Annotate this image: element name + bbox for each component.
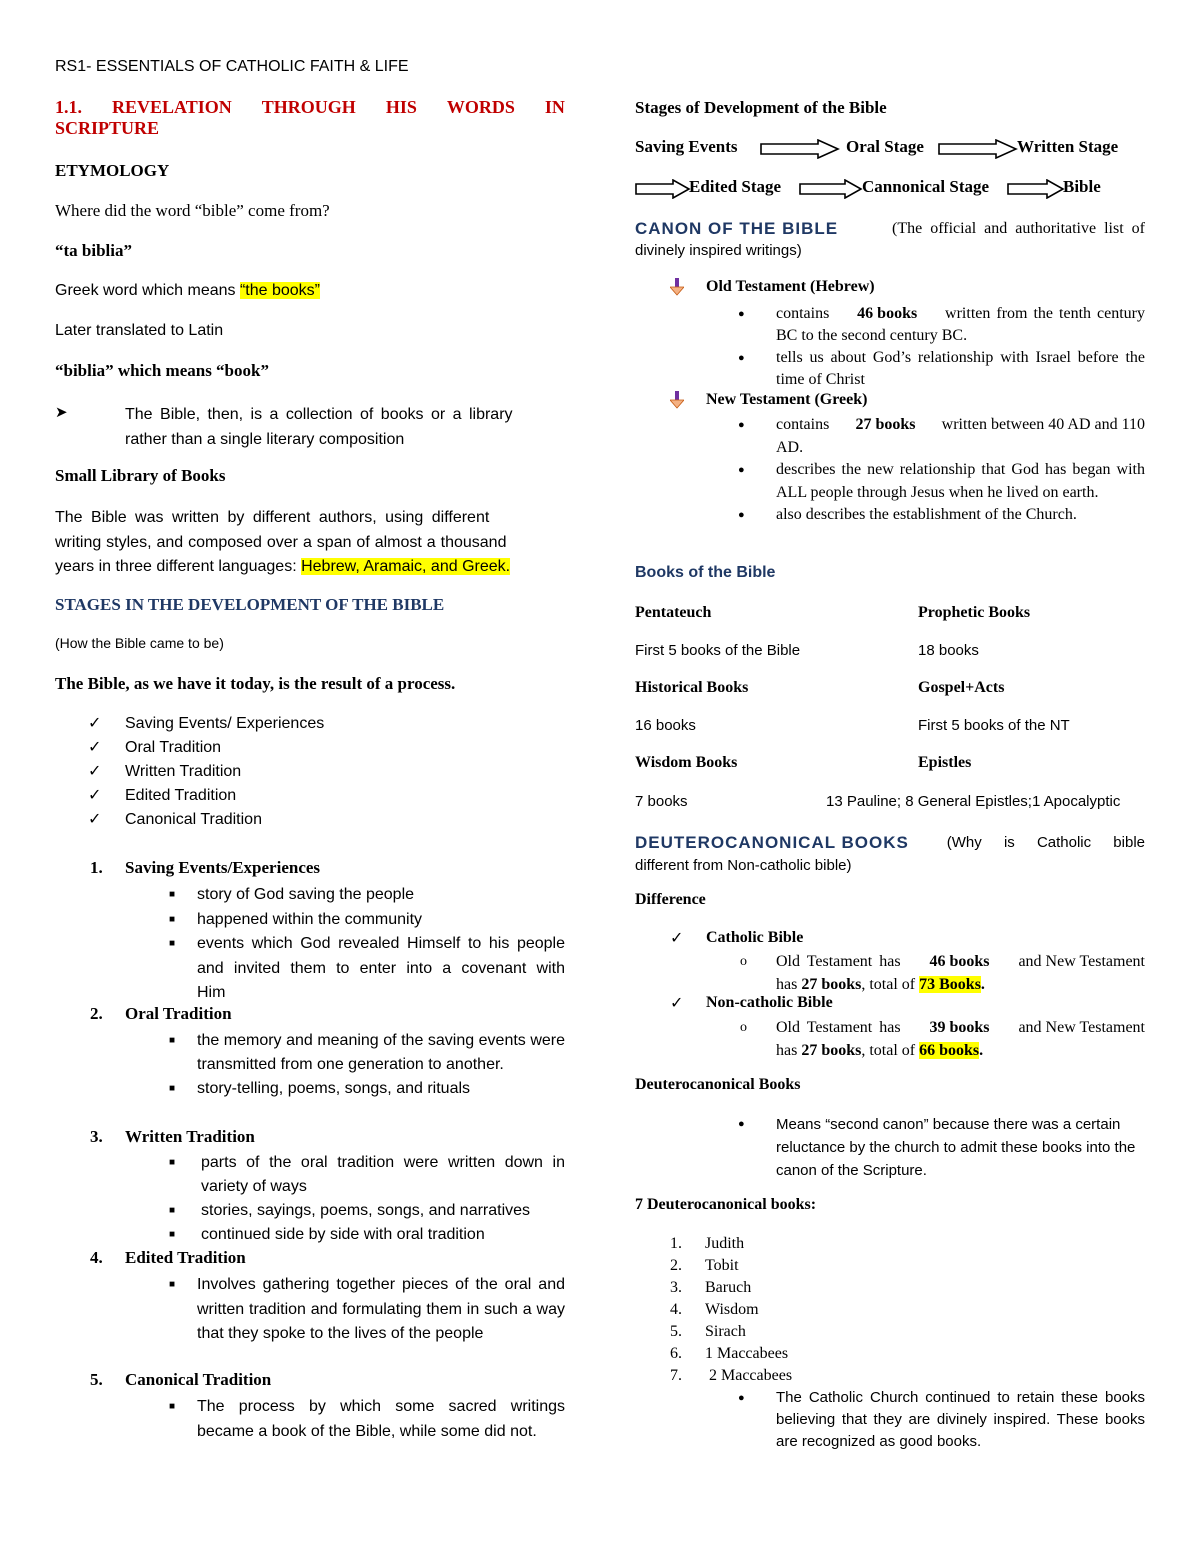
bullets-2 xyxy=(169,1029,565,1101)
text: has xyxy=(776,1042,802,1059)
bullet-item xyxy=(169,1077,565,1101)
deutero-line1 xyxy=(635,831,1145,854)
square-bullet-icon: ■ xyxy=(169,1083,176,1094)
greek-meaning xyxy=(55,282,320,300)
bullet-item xyxy=(169,883,565,908)
round-bullet-icon: ● xyxy=(738,1392,745,1404)
canon-desc: (The official and authoritative list of xyxy=(892,220,1145,237)
item-title: Written Tradition xyxy=(125,1127,255,1146)
book-name: Judith xyxy=(705,1235,745,1252)
bullet-text: events which God revealed Himself to his people and invited them to enter into a covenant with Him xyxy=(197,935,565,1001)
bullet-text: continued side by side with oral tradition xyxy=(201,1226,485,1243)
section-title xyxy=(55,97,565,139)
deutero-heading: DEUTEROCANONICAL BOOKS xyxy=(635,833,909,852)
catholic-nt-count: 27 books xyxy=(801,976,862,993)
bullet-text: also describes the establishment of the Church. xyxy=(776,506,1077,523)
ot-bullets xyxy=(738,303,1145,391)
bullet-text: Means “second canon” because there was a certain reluctance by the church to admit these books into the canon of the Scripture. xyxy=(776,1116,1136,1179)
checkmark-icon: ✓ xyxy=(88,763,102,780)
round-bullet-icon: ● xyxy=(738,352,745,364)
book-name: Sirach xyxy=(705,1323,746,1340)
how-came: (How the Bible came to be) xyxy=(55,635,224,651)
item-number: 2. xyxy=(90,1004,103,1023)
text: contains xyxy=(776,416,830,433)
bullet-item xyxy=(169,1273,565,1347)
text: , total of xyxy=(861,1042,920,1059)
checkmark-icon: ✓ xyxy=(88,787,102,804)
item-number: 2. xyxy=(670,1257,682,1274)
catholic-title: Catholic Bible xyxy=(706,929,804,946)
flow-step: Oral Stage xyxy=(846,137,924,156)
nt-count: 27 books xyxy=(855,416,916,433)
item-number: 6. xyxy=(670,1345,682,1362)
numbered-item-1 xyxy=(90,858,320,878)
nt-b1-line1 xyxy=(776,414,1145,437)
book-name: 2 Maccabees xyxy=(705,1367,793,1384)
text: Old Testament has xyxy=(776,953,901,970)
checkmark-icon: ✓ xyxy=(88,715,102,732)
noncath-l2 xyxy=(776,1039,1145,1062)
check-item xyxy=(88,712,324,736)
books-cell: 13 Pauline; 8 General Epistles;1 Apocalyptic xyxy=(826,793,1121,810)
bullet-item xyxy=(738,414,1145,459)
book-name: Baruch xyxy=(705,1279,752,1296)
square-bullet-icon: ■ xyxy=(169,1401,176,1412)
document-header: RS1- ESSENTIALS OF CATHOLIC FAITH & LIFE xyxy=(55,58,409,75)
books-cell: Pentateuch xyxy=(635,604,712,621)
bullets-5 xyxy=(169,1395,565,1444)
greek-prefix: Greek word which means xyxy=(55,282,240,299)
noncath-ot-count: 39 books xyxy=(929,1019,990,1036)
title-word: REVELATION xyxy=(112,97,232,117)
text: and New Testament xyxy=(1018,1019,1145,1036)
checklist xyxy=(88,712,324,832)
deutero-desc-2: different from Non-catholic bible) xyxy=(635,857,852,874)
books-cell: 18 books xyxy=(918,642,979,659)
item-number: 5. xyxy=(90,1370,103,1389)
books-cell: Prophetic Books xyxy=(918,604,1031,621)
flow-step: Cannonical Stage xyxy=(862,177,990,196)
item-number: 3. xyxy=(90,1127,103,1146)
bullet-text: tells us about God’s relationship with Israel before the time of Christ xyxy=(776,349,1145,388)
stages-heading: STAGES IN THE DEVELOPMENT OF THE BIBLE xyxy=(55,595,445,614)
square-bullet-icon: ■ xyxy=(169,1205,176,1216)
bullets-3 xyxy=(169,1151,565,1247)
flow-step: Edited Stage xyxy=(689,177,782,196)
noncath-title: Non-catholic Bible xyxy=(706,994,833,1011)
para-line3 xyxy=(55,555,565,580)
title-word: WORDS xyxy=(446,97,515,117)
books-cell: Epistles xyxy=(918,754,972,771)
seven-item xyxy=(670,1321,792,1343)
book-name: Tobit xyxy=(705,1257,739,1274)
text: and New Testament xyxy=(1018,953,1145,970)
nt-bullets xyxy=(738,414,1145,527)
numbered-item-4 xyxy=(90,1248,246,1268)
text: written from the tenth century xyxy=(945,305,1145,322)
biblia-line: “biblia” which means “book” xyxy=(55,361,269,380)
round-bullet-icon: ● xyxy=(738,1118,745,1130)
item-title: Edited Tradition xyxy=(125,1248,246,1267)
para-line1: The Bible was written by different authors, using different xyxy=(55,509,490,526)
difference-heading: Difference xyxy=(635,891,706,908)
title-word: HIS xyxy=(385,97,417,117)
item-number: 7. xyxy=(670,1367,682,1384)
bullet-text: describes the new relationship that God has began with ALL people through Jesus when he lived on earth. xyxy=(776,461,1145,501)
bullet-text: stories, sayings, poems, songs, and narratives xyxy=(201,1202,531,1219)
square-bullet-icon: ■ xyxy=(169,1279,176,1290)
deutero-books-heading: Deuterocanonical Books xyxy=(635,1076,801,1093)
flow-step: Bible xyxy=(1063,177,1101,196)
numbered-item-2 xyxy=(90,1004,232,1024)
second-canon xyxy=(738,1113,1145,1182)
text: has xyxy=(776,976,802,993)
check-label: Written Tradition xyxy=(125,763,242,780)
noncath-total-highlight: 66 books xyxy=(919,1042,980,1059)
item-title: Saving Events/Experiences xyxy=(125,858,321,877)
flow-arrow-icon xyxy=(799,179,863,199)
item-number: 1. xyxy=(90,858,103,877)
stages-dev-title: Stages of Development of the Bible xyxy=(635,98,887,117)
result-line: The Bible, as we have it today, is the result of a process. xyxy=(55,674,456,693)
nt-title: New Testament (Greek) xyxy=(706,391,868,408)
catholic-l1 xyxy=(776,950,1145,973)
seven-item xyxy=(670,1255,792,1277)
circle-bullet-icon: o xyxy=(740,954,747,969)
item-title: Canonical Tradition xyxy=(125,1370,272,1389)
check-item xyxy=(88,784,324,808)
item-number: 4. xyxy=(670,1301,682,1318)
section-title-line2: SCRIPTURE xyxy=(55,118,160,138)
flow-arrow-icon xyxy=(1007,179,1065,199)
noncath-detail xyxy=(740,1016,1145,1062)
seven-item xyxy=(670,1343,792,1365)
bullet-item xyxy=(169,1223,565,1247)
ot-title: Old Testament (Hebrew) xyxy=(706,278,875,295)
checkmark-icon: ✓ xyxy=(670,995,684,1012)
nt-b1-line2: AD. xyxy=(776,438,804,456)
square-bullet-icon: ■ xyxy=(169,1157,176,1168)
bullet-item xyxy=(169,1151,565,1199)
deutero-desc: (Why is Catholic bible xyxy=(946,834,1145,851)
round-bullet-icon: ● xyxy=(738,509,745,521)
flow-arrow-icon xyxy=(938,139,1018,159)
catholic-total-highlight: 73 Books xyxy=(919,976,981,993)
ot-count: 46 books xyxy=(857,305,918,322)
seven-list xyxy=(670,1233,792,1387)
ta-biblia: “ta biblia” xyxy=(55,241,132,260)
books-cell: Gospel+Acts xyxy=(918,679,1005,696)
para-line2: writing styles, and composed over a span of almost a thousand xyxy=(55,533,507,551)
seven-heading: 7 Deuterocanonical books: xyxy=(635,1196,817,1213)
arrow-point-line2: rather than a single literary composition xyxy=(125,431,405,448)
item-number: 3. xyxy=(670,1279,682,1296)
title-word: THROUGH xyxy=(261,97,356,117)
round-bullet-icon: ● xyxy=(738,464,745,476)
bullet-item xyxy=(169,908,565,933)
check-item xyxy=(88,736,324,760)
text: contains xyxy=(776,305,830,322)
flow-arrow-icon xyxy=(760,139,840,159)
retain-note xyxy=(738,1387,1145,1453)
noncath-nt-count: 27 books xyxy=(801,1042,862,1059)
round-bullet-icon: ● xyxy=(738,308,745,320)
canon-heading: CANON OF THE BIBLE xyxy=(635,219,839,238)
check-label: Oral Tradition xyxy=(125,739,222,756)
arrow-bullet-icon: ➤ xyxy=(55,405,68,421)
square-bullet-icon: ■ xyxy=(169,1229,176,1240)
item-number: 4. xyxy=(90,1248,103,1267)
text: . xyxy=(980,976,985,993)
bullet-text: story-telling, poems, songs, and rituals xyxy=(197,1080,471,1097)
seven-item xyxy=(670,1233,792,1255)
numbered-item-5 xyxy=(90,1370,271,1390)
library-paragraph xyxy=(55,506,565,580)
etymology-question: Where did the word “bible” come from? xyxy=(55,201,330,220)
bullet-text: The Catholic Church continued to retain these books believing that they are divinely inspired. These books are recognized as good books. xyxy=(776,1389,1145,1450)
bullet-item xyxy=(169,1199,565,1223)
books-cell: Historical Books xyxy=(635,679,749,696)
down-arrow-bullet-icon xyxy=(670,278,684,301)
circle-bullet-icon: o xyxy=(740,1020,747,1035)
seven-item xyxy=(670,1299,792,1321)
small-library-heading: Small Library of Books xyxy=(55,466,226,485)
text: Old Testament has xyxy=(776,1019,901,1036)
arrow-point xyxy=(125,402,565,452)
flow-step: Written Stage xyxy=(1017,137,1119,156)
canon-line1 xyxy=(635,218,1145,240)
bullet-item xyxy=(738,459,1145,504)
bullet-item xyxy=(738,303,1145,347)
checkmark-icon: ✓ xyxy=(670,930,684,947)
seven-item xyxy=(670,1365,792,1387)
down-arrow-bullet-icon xyxy=(670,391,684,414)
books-cell: 7 books xyxy=(635,793,688,810)
bullets-1 xyxy=(169,883,565,1006)
bullet-item xyxy=(738,347,1145,391)
check-label: Saving Events/ Experiences xyxy=(125,715,325,732)
bullet-item xyxy=(738,504,1145,527)
flow-arrow-icon xyxy=(635,179,691,199)
arrow-point-line1 xyxy=(125,402,565,427)
square-bullet-icon: ■ xyxy=(169,889,176,900)
check-item xyxy=(88,808,324,832)
arrow-point-text1: The Bible, then, is a collection of books or a library xyxy=(125,406,513,423)
square-bullet-icon: ■ xyxy=(169,1035,176,1046)
book-name: Wisdom xyxy=(705,1301,759,1318)
square-bullet-icon: ■ xyxy=(169,913,176,925)
section-number: 1.1. xyxy=(55,97,82,117)
flow-step: Saving Events xyxy=(635,137,738,156)
text: , total of xyxy=(861,976,920,993)
bullet-text: the memory and meaning of the saving events were transmitted from one generation to another. xyxy=(197,1032,565,1073)
canon-desc-2: divinely inspired writings) xyxy=(635,242,802,259)
ot-b1-line2: BC to the second century BC. xyxy=(776,327,968,344)
bullet-text: happened within the community xyxy=(197,910,423,928)
round-bullet-icon: ● xyxy=(738,419,745,431)
text: written between 40 AD and 110 xyxy=(941,416,1145,433)
catholic-ot-count: 46 books xyxy=(929,953,990,970)
book-name: 1 Maccabees xyxy=(705,1345,789,1362)
item-number: 5. xyxy=(670,1323,682,1340)
check-item xyxy=(88,760,324,784)
catholic-l2 xyxy=(776,973,1145,996)
bullet-text: Involves gathering together pieces of the oral and written tradition and formulating them in such a way that they spoke to the lives of the people xyxy=(197,1276,565,1342)
greek-highlight: “the books” xyxy=(239,282,321,299)
check-label: Canonical Tradition xyxy=(125,811,262,828)
books-cell: 16 books xyxy=(635,717,696,734)
canon-block xyxy=(635,218,1145,262)
item-title: Oral Tradition xyxy=(125,1004,232,1023)
bullet-item xyxy=(169,1395,565,1444)
bullet-item xyxy=(169,932,565,1006)
books-cell: First 5 books of the NT xyxy=(918,717,1070,734)
catholic-detail xyxy=(740,950,1145,996)
check-label: Edited Tradition xyxy=(125,787,237,804)
item-number: 1. xyxy=(670,1235,682,1252)
books-heading: Books of the Bible xyxy=(635,564,776,581)
books-cell: First 5 books of the Bible xyxy=(635,642,801,659)
checkmark-icon: ✓ xyxy=(88,739,102,756)
para-line3-prefix: years in three different languages: xyxy=(55,558,302,575)
noncath-l1 xyxy=(776,1016,1145,1039)
seven-item xyxy=(670,1277,792,1299)
checkmark-icon: ✓ xyxy=(88,811,102,828)
bullet-text: The process by which some sacred writings became a book of the Bible, while some did not. xyxy=(197,1398,565,1440)
bullet-text: story of God saving the people xyxy=(197,886,415,903)
text: . xyxy=(979,1042,984,1059)
deutero-block xyxy=(635,831,1145,877)
bullet-item xyxy=(169,1029,565,1077)
languages-highlight: Hebrew, Aramaic, and Greek. xyxy=(301,558,511,575)
bullets-4 xyxy=(169,1273,565,1347)
books-cell: Wisdom Books xyxy=(635,754,738,771)
title-word: IN xyxy=(544,97,565,117)
etymology-heading: ETYMOLOGY xyxy=(55,161,170,180)
numbered-item-3 xyxy=(90,1127,255,1147)
bullet-text: parts of the oral tradition were written down in variety of ways xyxy=(201,1154,565,1195)
ot-b1-line1 xyxy=(776,303,1145,325)
latin-line: Later translated to Latin xyxy=(55,322,224,339)
square-bullet-icon: ■ xyxy=(169,938,176,949)
